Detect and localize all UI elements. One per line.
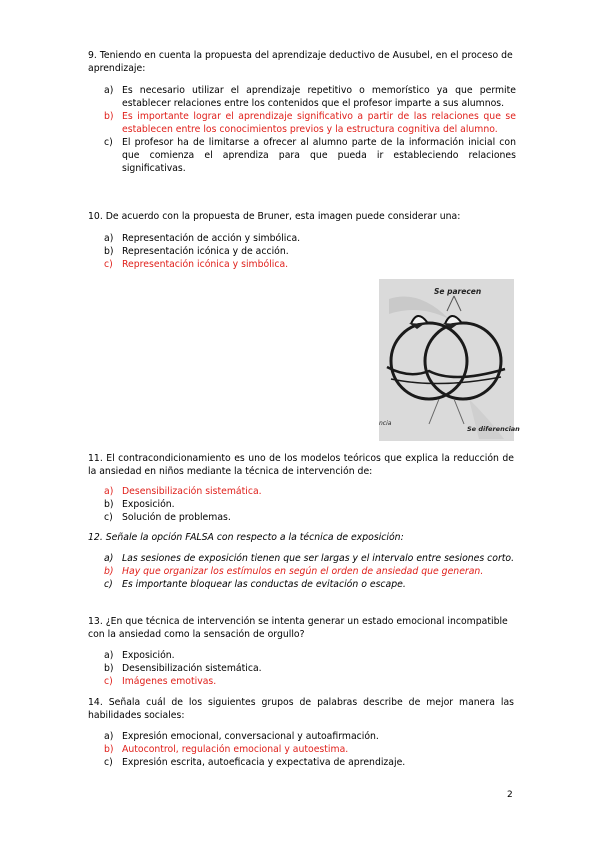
option-letter: a): [104, 650, 114, 661]
option-text: Hay que organizar los estímulos en según el orden de ansiedad que generan.: [122, 566, 484, 577]
option-text: Autocontrol, regulación emocional y autoestima.: [122, 744, 349, 755]
page-number: 2: [507, 790, 513, 800]
question-10-stem: 10. De acuerdo con la propuesta de Bruner, esta imagen puede considerar una:: [88, 211, 461, 222]
option-letter: a): [104, 486, 114, 497]
option-text: Es importante lograr el aprendizaje significativo a partir de las relaciones que se establecen entre los conocimientos previos y la estructura cognitiva del alumno.: [122, 111, 516, 135]
option-text: Desensibilización sistemática.: [122, 663, 262, 674]
question-14-option-b-answer: [104, 743, 516, 756]
option-letter: b): [104, 111, 114, 122]
question-14-option-a: [104, 730, 516, 743]
option-text: El profesor ha de limitarse a ofrecer al alumno parte de la información inicial con que comienza el aprendiza para que pueda ir estableciendo relaciones significativas.: [122, 137, 516, 174]
question-12-stem: 12. Señale la opción FALSA con respecto a la técnica de exposición:: [88, 532, 404, 543]
question-10-option-b: [104, 245, 516, 258]
question-13-option-a: [104, 649, 516, 662]
option-letter: b): [104, 744, 114, 755]
question-10-option-c-answer: [104, 258, 516, 271]
option-letter: b): [104, 246, 114, 257]
label-se-diferencian: Se diferencian: [467, 425, 520, 433]
question-9-option-a: [104, 84, 516, 110]
option-letter: a): [104, 731, 114, 742]
option-text: Exposición.: [122, 650, 175, 661]
option-letter: c): [104, 512, 113, 523]
option-letter: b): [104, 566, 114, 577]
option-letter: a): [104, 233, 114, 244]
option-letter: a): [104, 85, 114, 96]
question-13-option-b: [104, 662, 516, 675]
question-13-option-c-answer: [104, 675, 516, 688]
question-14-option-c: [104, 756, 516, 769]
option-text: Es importante bloquear las conductas de evitación o escape.: [122, 579, 406, 590]
option-text: Las sesiones de exposición tienen que ser largas y el intervalo entre sesiones corto.: [122, 553, 515, 564]
label-se-parecen: Se parecen: [434, 287, 482, 296]
question-10-options: [104, 232, 516, 271]
question-9-stem: 9. Teniendo en cuenta la propuesta del aprendizaje deductivo de Ausubel, en el proceso de aprendizaje:: [88, 50, 513, 74]
question-9-option-c: [104, 136, 516, 175]
option-text: Expresión escrita, autoeficacia y expectativa de aprendizaje.: [122, 757, 406, 768]
option-text: Representación de acción y simbólica.: [122, 233, 301, 244]
option-letter: b): [104, 499, 114, 510]
label-left-fragment: ncia: [379, 420, 392, 427]
question-14-stem: 14. Señala cuál de los siguientes grupos de palabras describe de mejor manera las habilidades sociales:: [88, 697, 514, 721]
question-11-stem: 11. El contracondicionamiento es uno de los modelos teóricos que explica la reducción de la ansiedad en niños mediante la técnica de intervención de:: [88, 453, 514, 477]
option-text: Imágenes emotivas.: [122, 676, 217, 687]
question-11-option-c: [104, 511, 516, 524]
question-9-options: [104, 84, 516, 175]
option-letter: c): [104, 579, 113, 590]
option-text: Solución de problemas.: [122, 512, 231, 523]
question-9-option-b-answer: [104, 110, 516, 136]
option-letter: b): [104, 663, 114, 674]
question-12-options: [104, 552, 516, 591]
overlapping-birds-drawing: [379, 279, 520, 441]
option-text: Es necesario utilizar el aprendizaje repetitivo o memorístico ya que permite establecer relaciones entre los contenidos que el profesor imparte a sus alumnos.: [122, 85, 516, 109]
option-letter: c): [104, 757, 113, 768]
question-11-option-a-answer: [104, 485, 516, 498]
question-12-option-a: [104, 552, 516, 565]
question-10-option-a: [104, 232, 516, 245]
question-13-stem: 13. ¿En que técnica de intervención se intenta generar un estado emocional incompatible con la ansiedad como la sensación de orgullo?: [88, 616, 508, 640]
option-text: Representación icónica y de acción.: [122, 246, 289, 257]
option-text: Exposición.: [122, 499, 175, 510]
option-text: Representación icónica y simbólica.: [122, 259, 289, 270]
option-letter: c): [104, 137, 113, 148]
option-text: Desensibilización sistemática.: [122, 486, 262, 497]
question-12-option-b-answer: [104, 565, 516, 578]
question-14-options: [104, 730, 516, 769]
bruner-image: [379, 279, 520, 441]
option-text: Expresión emocional, conversacional y autoafirmación.: [122, 731, 379, 742]
option-letter: a): [104, 553, 114, 564]
question-11-option-b: [104, 498, 516, 511]
option-letter: c): [104, 259, 113, 270]
question-13-options: [104, 649, 516, 688]
question-12-option-c: [104, 578, 516, 591]
option-letter: c): [104, 676, 113, 687]
question-11-options: [104, 485, 516, 524]
